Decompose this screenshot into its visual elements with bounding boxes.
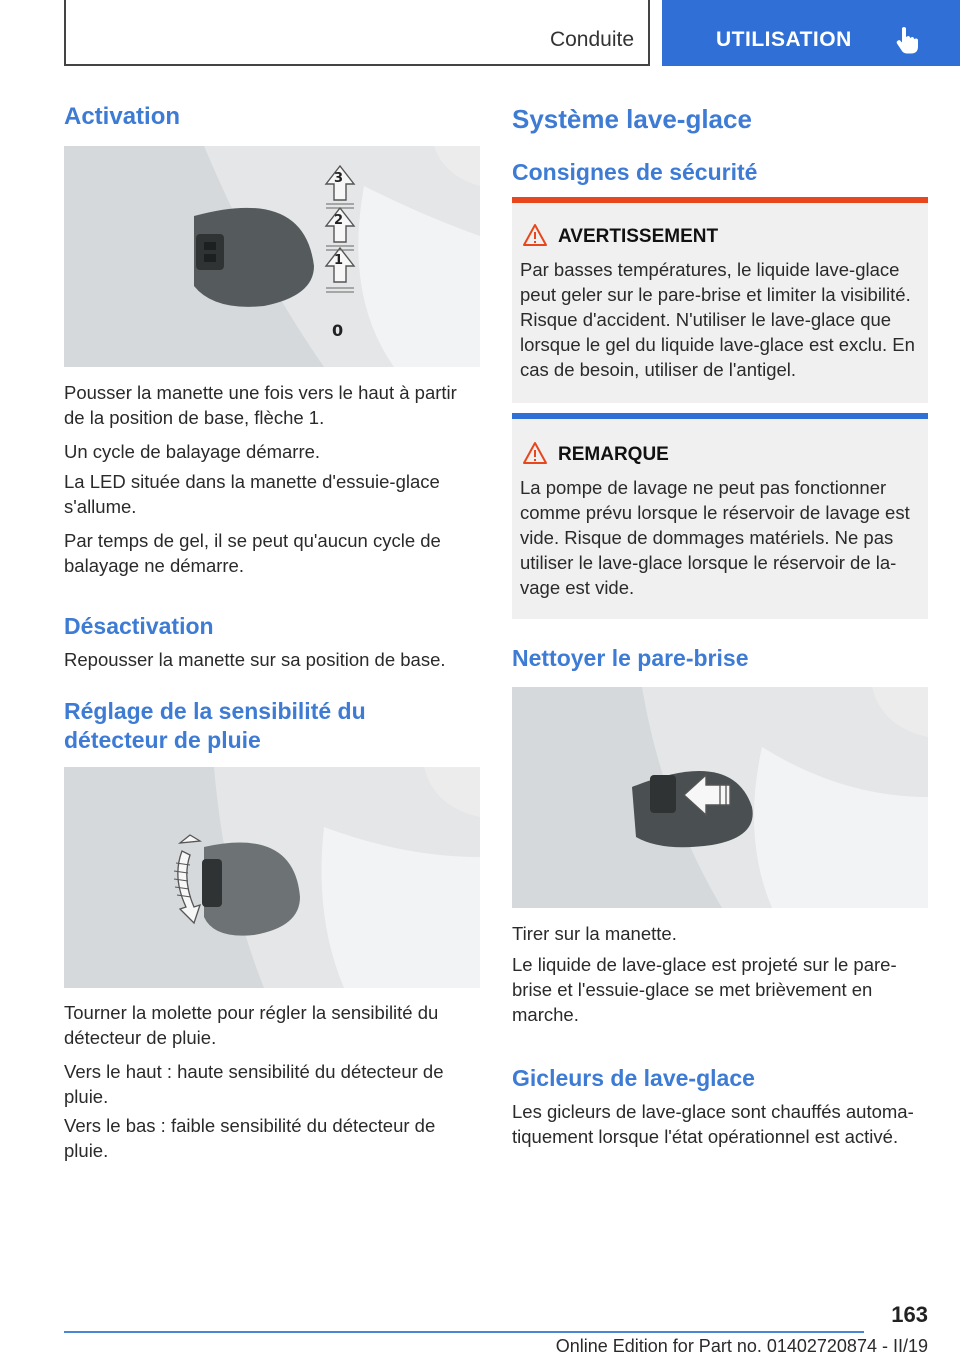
page-number: 163 — [891, 1302, 928, 1327]
header-chapter-tab[interactable] — [662, 0, 960, 66]
safety-heading: Consignes de sécurité — [512, 159, 758, 185]
clean-windshield-figure — [512, 687, 928, 908]
warning-triangle-icon — [522, 223, 548, 247]
footer-edition: Online Edition for Part no. 01402720874 - II/19 — [555, 1336, 928, 1356]
deactivation-heading: Désactivation — [64, 613, 214, 639]
header-chapter-label: UTILISATION — [716, 28, 852, 51]
activation-figure — [64, 146, 480, 367]
washer-nozzles-paragraph: Les gicleurs de lave-glace sont chauffés automa-tiquement lorsque l'état opérationnel est activé. — [512, 1101, 914, 1147]
clean-windshield-paragraph-2: Le liquide de lave-glace est projeté sur le pare-brise et l'essuie-glace se met brièvement en marche. — [512, 954, 897, 1025]
header-section-title: Conduite — [549, 28, 634, 51]
warning-text: Par basses températures, le liquide lave-glace peut geler sur le pare-brise et limiter la visibilité. Risque d'accident. N'utiliser le lave-glace que lorsque le gel du liquide lave-glace est exclu. En cas de besoin, utiliser de l'antigel. — [520, 259, 915, 380]
sensitivity-heading-line-2: détecteur de pluie — [64, 727, 261, 753]
pointing-hand-icon — [894, 26, 920, 54]
notice-callout — [512, 413, 928, 619]
notice-triangle-icon — [522, 441, 548, 465]
activation-paragraph-4: Par temps de gel, il se peut qu'aucun cycle de balayage ne démarre. — [64, 530, 441, 576]
notice-text: La pompe de lavage ne peut pas fonctionner comme prévu lorsque le réservoir de lavage est vide. Risque de dommages matériels. Ne pas utiliser le lave-glace lorsque le réservoir de la-vage est vide. — [520, 477, 910, 598]
clean-windshield-paragraph-1: Tirer sur la manette. — [512, 923, 677, 944]
washer-system-heading: Système lave-glace — [512, 104, 752, 134]
activation-paragraph-1: Pousser la manette une fois vers le haut à partir de la position de base, flèche 1. — [64, 382, 457, 428]
header-section-frame — [64, 0, 650, 66]
notice-callout-bar — [512, 413, 928, 419]
figure-label-2: 2 — [334, 213, 344, 228]
notice-label: REMARQUE — [558, 444, 669, 465]
activation-heading: Activation — [64, 103, 181, 130]
washer-nozzles-heading: Gicleurs de lave-glace — [512, 1065, 755, 1091]
sensitivity-paragraph-3: Vers le bas : faible sensibilité du détecteur de pluie. — [64, 1115, 436, 1161]
deactivation-paragraph: Repousser la manette sur sa position de base. — [64, 649, 446, 670]
activation-paragraph-3: La LED située dans la manette d'essuie-glace s'allume. — [64, 471, 440, 517]
clean-windshield-heading: Nettoyer le pare-brise — [512, 645, 749, 671]
sensitivity-paragraph-2: Vers le haut : haute sensibilité du détecteur de pluie. — [64, 1061, 444, 1107]
warning-label: AVERTISSEMENT — [558, 226, 719, 247]
figure-label-0: 0 — [332, 321, 344, 340]
figure-label-3: 3 — [334, 171, 344, 186]
activation-paragraph-2: Un cycle de balayage démarre. — [64, 441, 321, 462]
figure-label-1: 1 — [334, 253, 344, 268]
warning-callout — [512, 197, 928, 403]
sensitivity-figure — [64, 767, 480, 988]
warning-callout-bar — [512, 197, 928, 203]
sensitivity-paragraph-1: Tourner la molette pour régler la sensibilité du détecteur de pluie. — [64, 1002, 439, 1048]
footer-divider — [64, 1331, 864, 1333]
sensitivity-heading-line-1: Réglage de la sensibilité du — [64, 698, 366, 724]
